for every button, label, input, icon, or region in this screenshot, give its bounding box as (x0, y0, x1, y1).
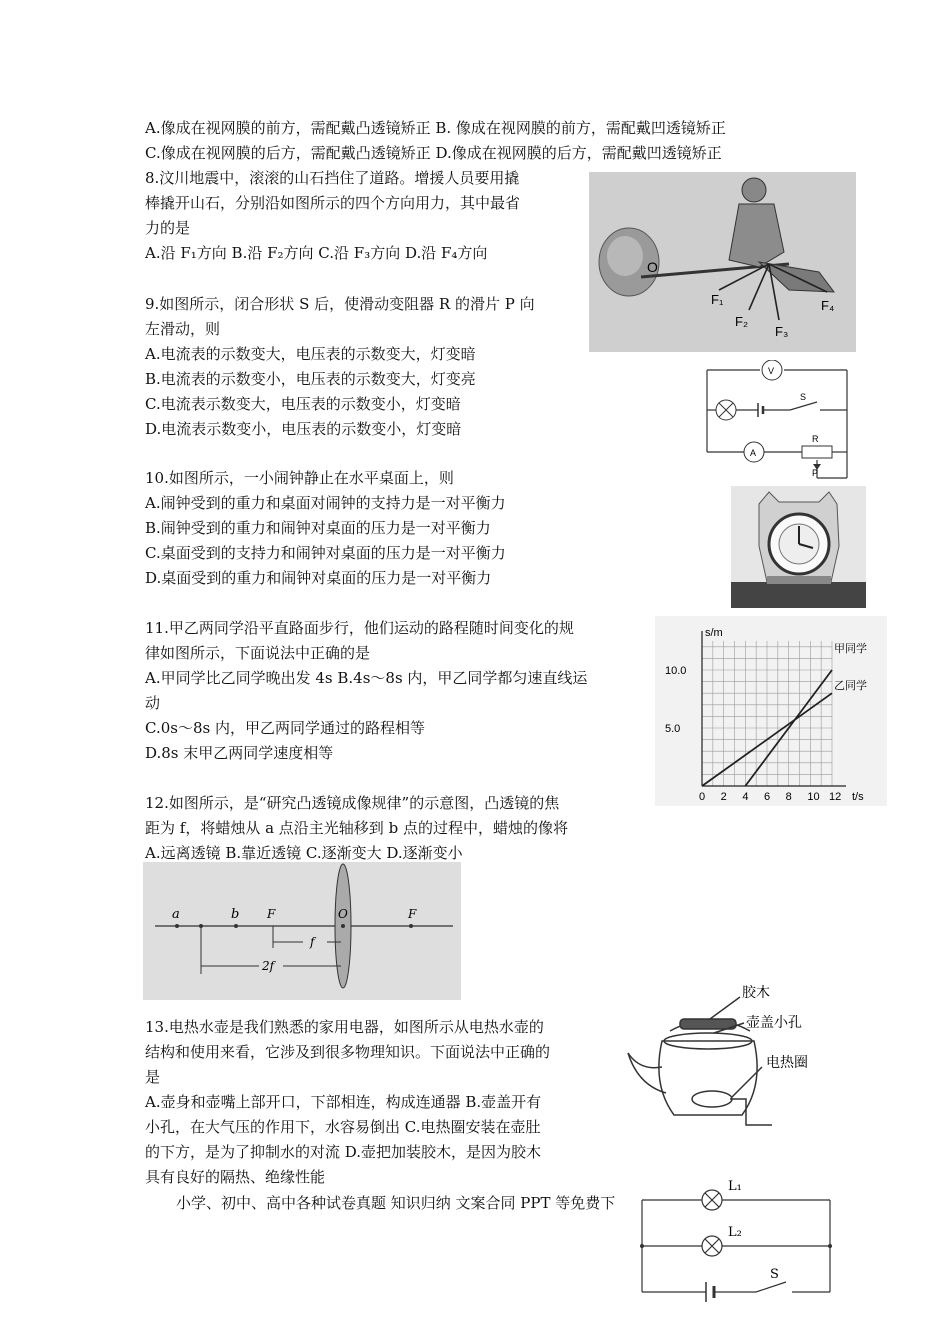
x-tick-label: 8 (785, 791, 792, 803)
point-a-label: a (172, 907, 180, 922)
q11-st-chart (655, 616, 887, 806)
q12-stem-line-2: 距为 f，将蜡烛从 a 点沿主光轴移到 b 点的过程中，蜡烛的像将 (145, 819, 568, 837)
q10-option-a: A.闹钟受到的重力和桌面对闹钟的支持力是一对平衡力 (145, 494, 506, 512)
focus-left-label: F (267, 907, 276, 921)
q13-option-line-1: A.壶身和壶嘴上部开口，下部相连，构成连通器 B.壶盖开有 (145, 1093, 542, 1111)
q11-option-d: D.8s 末甲乙两同学速度相等 (145, 744, 334, 762)
f4-label: F₄ (821, 298, 835, 313)
x-axis-label: t/s (852, 791, 864, 803)
q11-stem-line-2: 律如图所示，下面说法中正确的是 (145, 644, 371, 662)
q12-options: A.远离透镜 B.靠近透镜 C.逐渐变大 D.逐渐变小 (145, 844, 463, 862)
lid-hole-label: 壶盖小孔 (746, 1015, 802, 1031)
switch-s-label: S (770, 1267, 779, 1282)
q9-circuit-figure (702, 360, 852, 485)
q11-stem-line-1: 11.甲乙两同学沿平直路面步行，他们运动的路程随时间变化的规 (145, 619, 574, 637)
focus-right-label: F (408, 907, 417, 921)
q8-stem-line-2: 棒撬开山石，分别沿如图所示的四个方向用力，其中最省 (145, 194, 521, 212)
focal-length-label: f (310, 935, 315, 949)
f1-label: F₁ (711, 292, 724, 307)
switch-label: S (800, 392, 807, 402)
q9-option-c: C.电流表示数变大，电压表的示数变小，灯变暗 (145, 395, 461, 413)
q9-stem-line-1: 9.如图所示，闭合形状 S 后，使滑动变阻器 R 的滑片 P 向 (145, 295, 535, 313)
point-b-label: b (231, 907, 240, 922)
series-label: 甲同学 (834, 643, 867, 655)
x-tick-label: 10 (807, 791, 820, 803)
y-tick-label: 5.0 (665, 723, 681, 735)
q13-option-line-2: 小孔，在大气压的作用下，水容易倒出 C.电热圈安装在壶肚 (145, 1118, 541, 1136)
ammeter-label: A (750, 448, 757, 458)
heating-coil-label: 电热圈 (766, 1055, 808, 1071)
q9-option-a: A.电流表的示数变大，电压表的示数变大，灯变暗 (145, 345, 476, 363)
slider-label: P (812, 468, 819, 478)
q11-option-ab-cont: 动 (145, 694, 161, 712)
x-tick-label: 2 (720, 791, 727, 803)
x-tick-label: 6 (764, 791, 771, 803)
lamp-l2-label: L₂ (728, 1225, 742, 1240)
parallel-circuit-figure (636, 1170, 836, 1312)
handle-label: 胶木 (742, 985, 770, 1001)
q8-stem-line-3: 力的是 (145, 219, 191, 237)
q12-stem-line-1: 12.如图所示，是“研究凸透镜成像规律”的示意图，凸透镜的焦 (145, 794, 560, 812)
x-tick-label: 12 (829, 791, 842, 803)
q9-option-d: D.电流表示数变小，电压表的示数变小，灯变暗 (145, 420, 462, 438)
q12-lens-figure (143, 862, 461, 1000)
q13-option-line-4: 具有良好的隔热、绝缘性能 (145, 1168, 326, 1186)
x-tick-label: 4 (742, 791, 749, 803)
series-label: 乙同学 (834, 680, 867, 693)
y-axis-label: s/m (705, 627, 723, 639)
optical-center-label: O (338, 907, 348, 921)
q7-option-line-1: A.像成在视网膜的前方，需配戴凸透镜矫正 B. 像成在视网膜的前方，需配戴凹透镜矫正 (145, 119, 726, 137)
q8-lever-figure (589, 172, 856, 352)
q7-option-line-2: C.像成在视网膜的后方，需配戴凸透镜矫正 D.像成在视网膜的后方，需配戴凹透镜矫正 (145, 144, 722, 162)
voltmeter-label: V (768, 366, 775, 376)
q8-stem-line-1: 8.汶川地震中，滚滚的山石挡住了道路。增援人员要用撬 (145, 169, 520, 187)
rheostat-label: R (812, 434, 819, 444)
double-focal-length-label: 2f (262, 959, 275, 973)
pivot-label: O (647, 259, 658, 275)
q10-alarm-clock-figure (731, 486, 866, 608)
q9-stem-line-2: 左滑动，则 (145, 320, 221, 338)
q9-option-b: B.电流表的示数变小，电压表的示数变大，灯变亮 (145, 370, 476, 388)
footer-note: 小学、初中、高中各种试卷真题 知识归纳 文案合同 PPT 等免费下 (176, 1194, 616, 1212)
lamp-l1-label: L₁ (728, 1179, 742, 1194)
q13-option-line-3: 的下方，是为了抑制水的对流 D.壶把加装胶木，是因为胶木 (145, 1143, 542, 1161)
q10-option-d: D.桌面受到的重力和闹钟对桌面的压力是一对平衡力 (145, 569, 492, 587)
x-tick-label: 0 (699, 791, 706, 803)
q13-stem-line-3: 是 (145, 1068, 161, 1086)
q10-option-b: B.闹钟受到的重力和闹钟对桌面的压力是一对平衡力 (145, 519, 491, 537)
y-tick-label: 10.0 (665, 665, 687, 677)
q13-kettle-figure (622, 975, 832, 1135)
q8-options: A.沿 F₁方向 B.沿 F₂方向 C.沿 F₃方向 D.沿 F₄方向 (145, 244, 488, 262)
f2-label: F₂ (735, 314, 748, 329)
f3-label: F₃ (775, 324, 789, 339)
q13-stem-line-1: 13.电热水壶是我们熟悉的家用电器，如图所示从电热水壶的 (145, 1018, 544, 1036)
q11-option-ab: A.甲同学比乙同学晚出发 4s B.4s～8s 内，甲乙同学都匀速直线运 (145, 669, 588, 687)
q11-option-c: C.0s～8s 内，甲乙两同学通过的路程相等 (145, 719, 425, 737)
q10-option-c: C.桌面受到的支持力和闹钟对桌面的压力是一对平衡力 (145, 544, 506, 562)
q13-stem-line-2: 结构和使用来看，它涉及到很多物理知识。下面说法中正确的 (145, 1043, 551, 1061)
q10-stem: 10.如图所示，一小闹钟静止在水平桌面上，则 (145, 469, 454, 487)
